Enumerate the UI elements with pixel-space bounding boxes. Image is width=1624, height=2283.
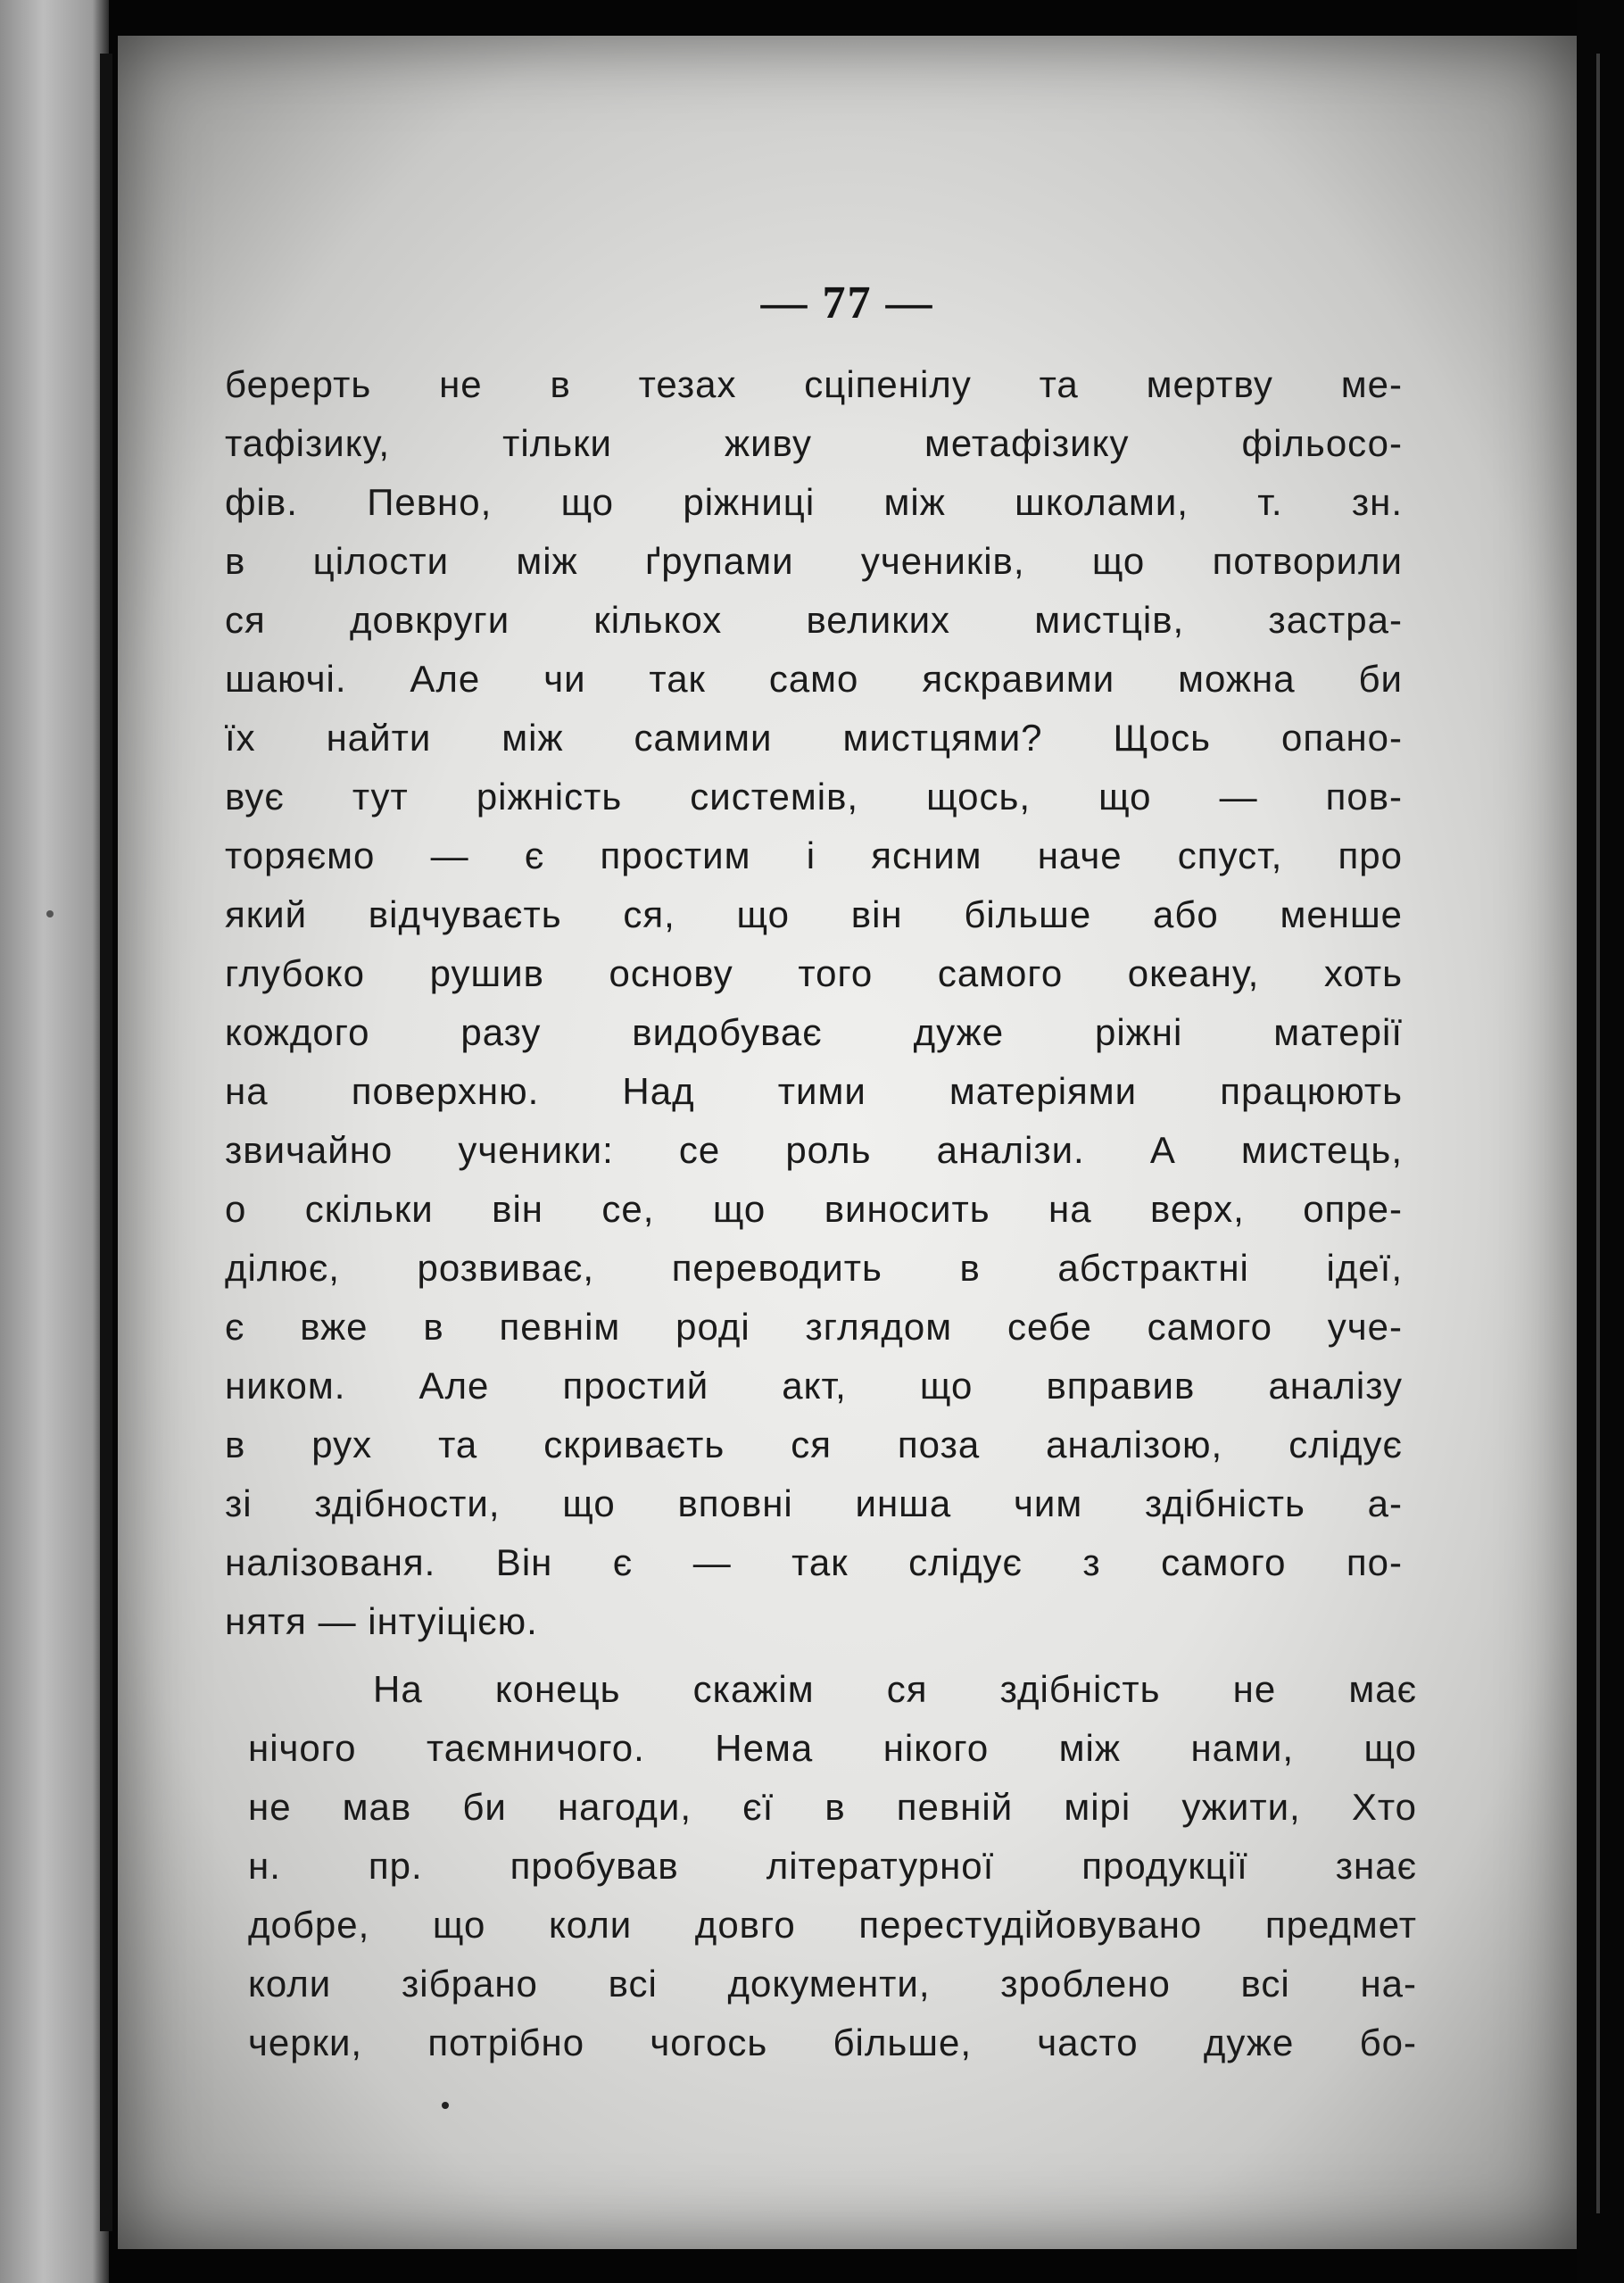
text-line: коли зібрано всі документи, зроблено всі на- (248, 1963, 1417, 2005)
text-line: черки, потрібно чогось більше, часто дуже бо- (248, 2021, 1417, 2063)
text-line: фів. Певно, що ріжниці між школами, т. зн. (225, 481, 1403, 523)
text-line: ділює, розвиває, переводить в абстрактні ідеї, (225, 1247, 1403, 1289)
text-line: На конець скажім ся здібність не має (373, 1668, 1417, 1710)
text-line: зі здібности, що вповні инша чим здібність а- (225, 1482, 1403, 1524)
text-line: налізованя. Він є — так слідує з самого по- (225, 1541, 1403, 1583)
text-line: добре, що коли довго перестудійовувано предмет (248, 1904, 1417, 1946)
book-spine (100, 54, 112, 2231)
scan-right-border (1577, 0, 1624, 2283)
text-line: на поверхню. Над тими матеріями працюють (225, 1070, 1403, 1112)
text-line: в рух та скриваєть ся поза аналізою, слідує (225, 1424, 1403, 1465)
text-line: який відчуваєть ся, що він більше або менше (225, 893, 1403, 935)
text-line: н. пр. пробував літературної продукції знає (248, 1845, 1417, 1887)
text-line: вує тут ріжність системів, щось, що — пов- (225, 776, 1403, 818)
text-line: глубоко рушив основу того самого океану, хоть (225, 952, 1403, 994)
text-line: шаючі. Але чи так само яскравими можна би (225, 658, 1403, 700)
text-line: берерть не в тезах сціпенілу та мертву ме- (225, 363, 1403, 405)
text-line: є вже в певнім роді зглядом себе самого уче- (225, 1306, 1403, 1348)
text-line: не мав би нагоди, єї в певній мірі ужити, Хто (248, 1786, 1417, 1828)
text-line: нічого таємничого. Нема нікого між нами, що (248, 1727, 1417, 1769)
scan-speck (442, 2102, 449, 2109)
paragraph-2 (248, 1660, 1417, 2072)
text-line: їх найти між самими мистцями? Щось опано- (225, 717, 1403, 759)
text-line: тафізику, тільки живу метафізику фільосо- (225, 422, 1403, 464)
adjacent-page-edge (0, 0, 109, 2283)
text-line: звичайно ученики: се роль аналізи. А мистець, (225, 1129, 1403, 1171)
text-line: ся довкруги кількох великих мистців, застра- (225, 599, 1403, 641)
text-line: нятя — інтуіцією. (225, 1600, 538, 1642)
text-line: кождого разу видобуває дуже ріжні матерії (225, 1011, 1403, 1053)
paragraph-1 (225, 355, 1403, 1651)
text-line: о скільки він се, що виносить на верх, опре- (225, 1188, 1403, 1230)
text-line: торяємо — є простим і ясним наче спуст, про (225, 834, 1403, 876)
text-line: в цілости між ґрупами учеників, що потворили (225, 540, 1403, 582)
page-number: — 77 — (760, 278, 934, 328)
text-line: ником. Але простий акт, що вправив аналізу (225, 1365, 1403, 1407)
scan-speck (46, 910, 54, 917)
